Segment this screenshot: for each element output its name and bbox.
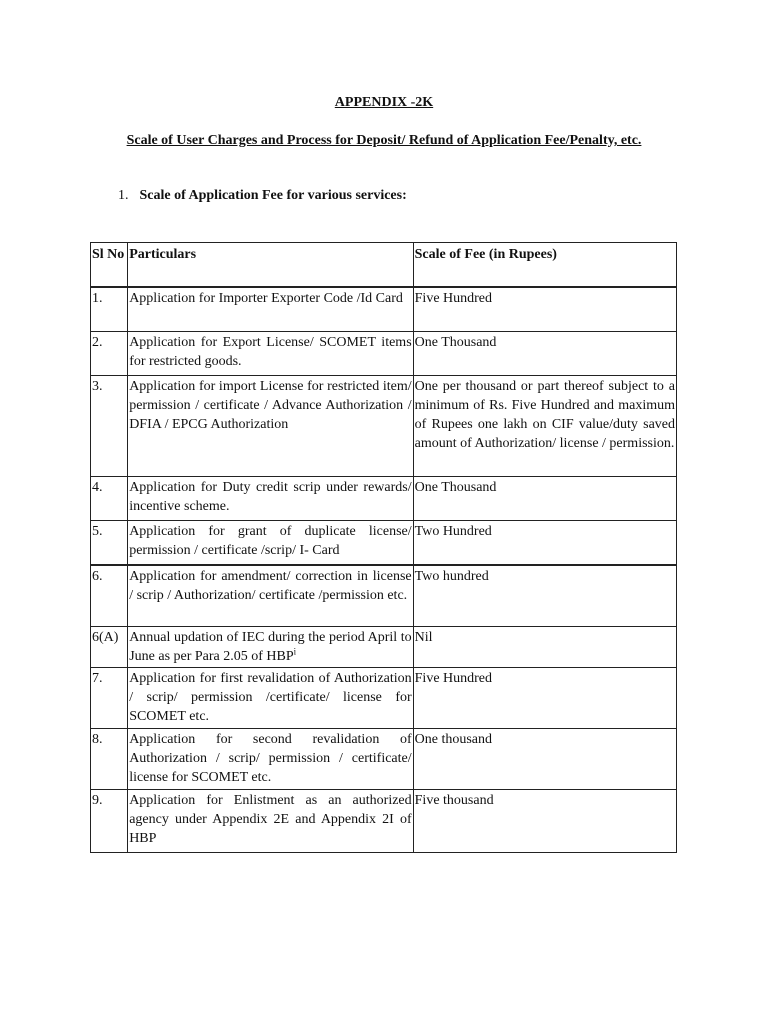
row-fee: One Thousand bbox=[413, 476, 676, 520]
row-fee: Five thousand bbox=[413, 789, 676, 852]
section-number: 1. bbox=[118, 188, 129, 203]
table-row bbox=[91, 375, 677, 476]
row-sl: 1. bbox=[91, 287, 128, 331]
row-fee: Five Hundred bbox=[413, 287, 676, 331]
table-row bbox=[91, 728, 677, 789]
row-particulars: Application for amendment/ correction in license / scrip / Authorization/ certificate /permission etc. bbox=[128, 565, 413, 626]
row-fee: Nil bbox=[413, 626, 676, 667]
row-sl: 3. bbox=[91, 375, 128, 476]
row-fee: Two hundred bbox=[413, 565, 676, 626]
row-sl: 8. bbox=[91, 728, 128, 789]
header-fee: Scale of Fee (in Rupees) bbox=[413, 243, 676, 288]
row-particulars: Application for first revalidation of Authorization / scrip/ permission /certificate/ license for SCOMET etc. bbox=[128, 667, 413, 728]
row-particulars: Application for grant of duplicate license/ permission / certificate /scrip/ I- Card bbox=[128, 520, 413, 565]
table-row bbox=[91, 331, 677, 375]
row-sl: 6(A) bbox=[91, 626, 128, 667]
row-sl: 5. bbox=[91, 520, 128, 565]
row-sl: 6. bbox=[91, 565, 128, 626]
table-row bbox=[91, 476, 677, 520]
table-row bbox=[91, 287, 677, 331]
row-particulars: Application for second revalidation of Authorization / scrip/ permission / certificate/ license for SCOMET etc. bbox=[128, 728, 413, 789]
table-row bbox=[91, 565, 677, 626]
row-particulars: Application for import License for restricted item/ permission / certificate / Advance Authorization / DFIA / EPCG Authorization bbox=[128, 375, 413, 476]
header-sl-no: Sl No bbox=[91, 243, 128, 288]
row-sl: 7. bbox=[91, 667, 128, 728]
page-title: APPENDIX -2K bbox=[334, 95, 434, 110]
table-row bbox=[91, 667, 677, 728]
header-particulars: Particulars bbox=[128, 243, 413, 288]
row-particulars: Application for Export License/ SCOMET items for restricted goods. bbox=[128, 331, 413, 375]
fee-table bbox=[90, 242, 677, 853]
row-fee: Two Hundred bbox=[413, 520, 676, 565]
row-fee: One per thousand or part thereof subject to a minimum of Rs. Five Hundred and maximum of Rupees one lakh on CIF value/duty saved amount of Authorization/ license / permission. bbox=[413, 375, 676, 476]
row-fee: Five Hundred bbox=[413, 667, 676, 728]
table-header-row bbox=[91, 243, 677, 288]
footnote-marker: i bbox=[293, 645, 297, 656]
section-heading bbox=[118, 188, 407, 204]
row-particulars bbox=[128, 626, 413, 667]
row-particulars: Application for Duty credit scrip under rewards/ incentive scheme. bbox=[128, 476, 413, 520]
row-particulars: Application for Importer Exporter Code /Id Card bbox=[128, 287, 413, 331]
table-row bbox=[91, 789, 677, 852]
row-sl: 2. bbox=[91, 331, 128, 375]
table-row bbox=[91, 626, 677, 667]
page-subtitle: Scale of User Charges and Process for Deposit/ Refund of Application Fee/Penalty, etc. bbox=[126, 133, 642, 148]
row-fee: One Thousand bbox=[413, 331, 676, 375]
row-sl: 9. bbox=[91, 789, 128, 852]
table-row bbox=[91, 520, 677, 565]
row-sl: 4. bbox=[91, 476, 128, 520]
row-particulars-text: Annual updation of IEC during the period April to June as per Para 2.05 of HBP bbox=[129, 629, 412, 664]
row-particulars: Application for Enlistment as an authorized agency under Appendix 2E and Appendix 2I of HBP bbox=[128, 789, 413, 852]
row-fee: One thousand bbox=[413, 728, 676, 789]
section-heading-text: Scale of Application Fee for various services: bbox=[139, 188, 407, 203]
